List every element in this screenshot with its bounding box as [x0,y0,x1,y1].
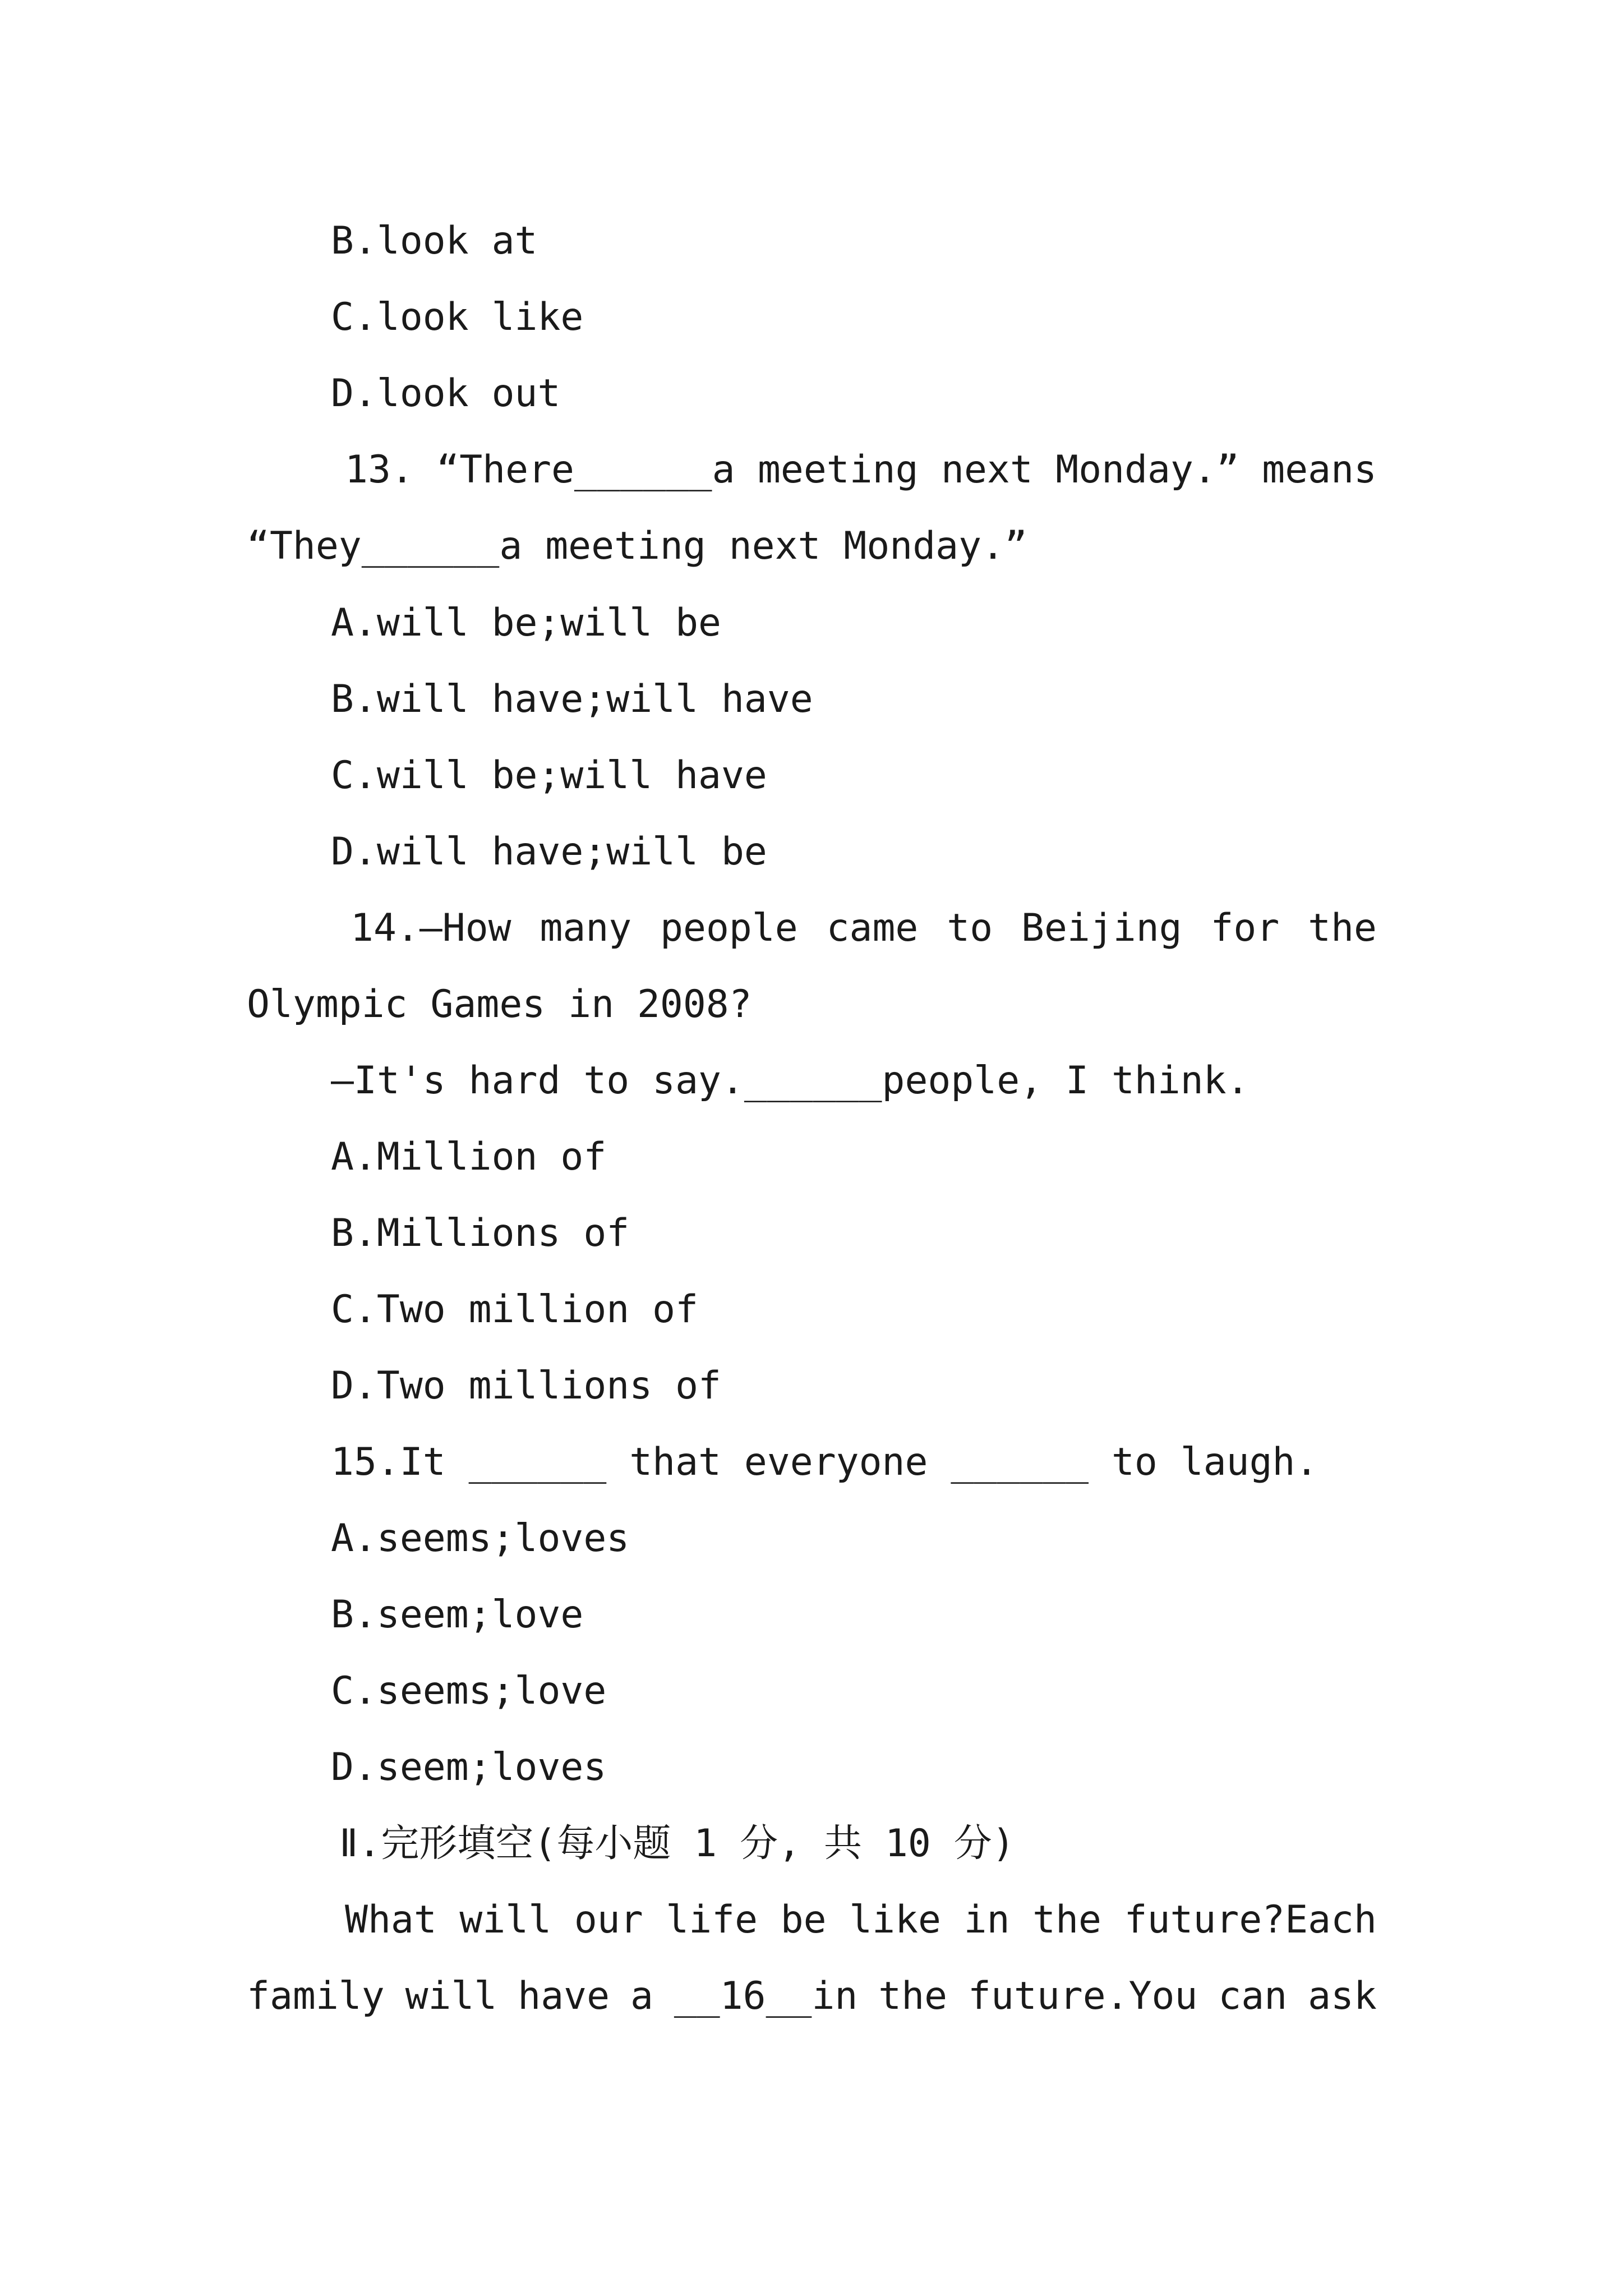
question-13-line-1: 13. “There______a meeting next Monday.” means [345,448,1377,492]
option-13b: B.will have;will have [331,677,813,721]
question-14-line-2: Olympic Games in 2008? [247,982,752,1027]
question-14-response: —It's hard to say.______people, I think. [331,1059,1249,1103]
option-15c: C.seems;love [331,1669,607,1713]
option-15b: B.seem;love [331,1593,584,1637]
option-14a: A.Million of [331,1135,607,1179]
option-12d: D.look out [331,371,561,416]
passage-line-2: family will have a __16__in the future.You can ask [247,1974,1377,2018]
option-13d: D.will have;will be [331,830,767,874]
option-12c: C.look like [331,295,584,339]
passage-line-1: What will our life be like in the future?Each [345,1898,1377,1942]
option-15a: A.seems;loves [331,1516,630,1561]
option-13c: C.will be;will have [331,753,767,798]
question-13-line-2: “They______a meeting next Monday.” [247,524,1027,568]
option-14b: B.Millions of [331,1211,630,1255]
section-heading: Ⅱ.完形填空(每小题 1 分, 共 10 分) [339,1821,1015,1866]
option-14d: D.Two millions of [331,1364,721,1408]
option-13a: A.will be;will be [331,601,721,645]
question-15: 15.It ______ that everyone ______ to laugh. [331,1440,1318,1484]
question-14-line-1: 14.—How many people came to Beijing for the [351,906,1377,950]
option-12b: B.look at [331,219,538,263]
option-15d: D.seem;loves [331,1745,607,1789]
option-14c: C.Two million of [331,1287,699,1332]
